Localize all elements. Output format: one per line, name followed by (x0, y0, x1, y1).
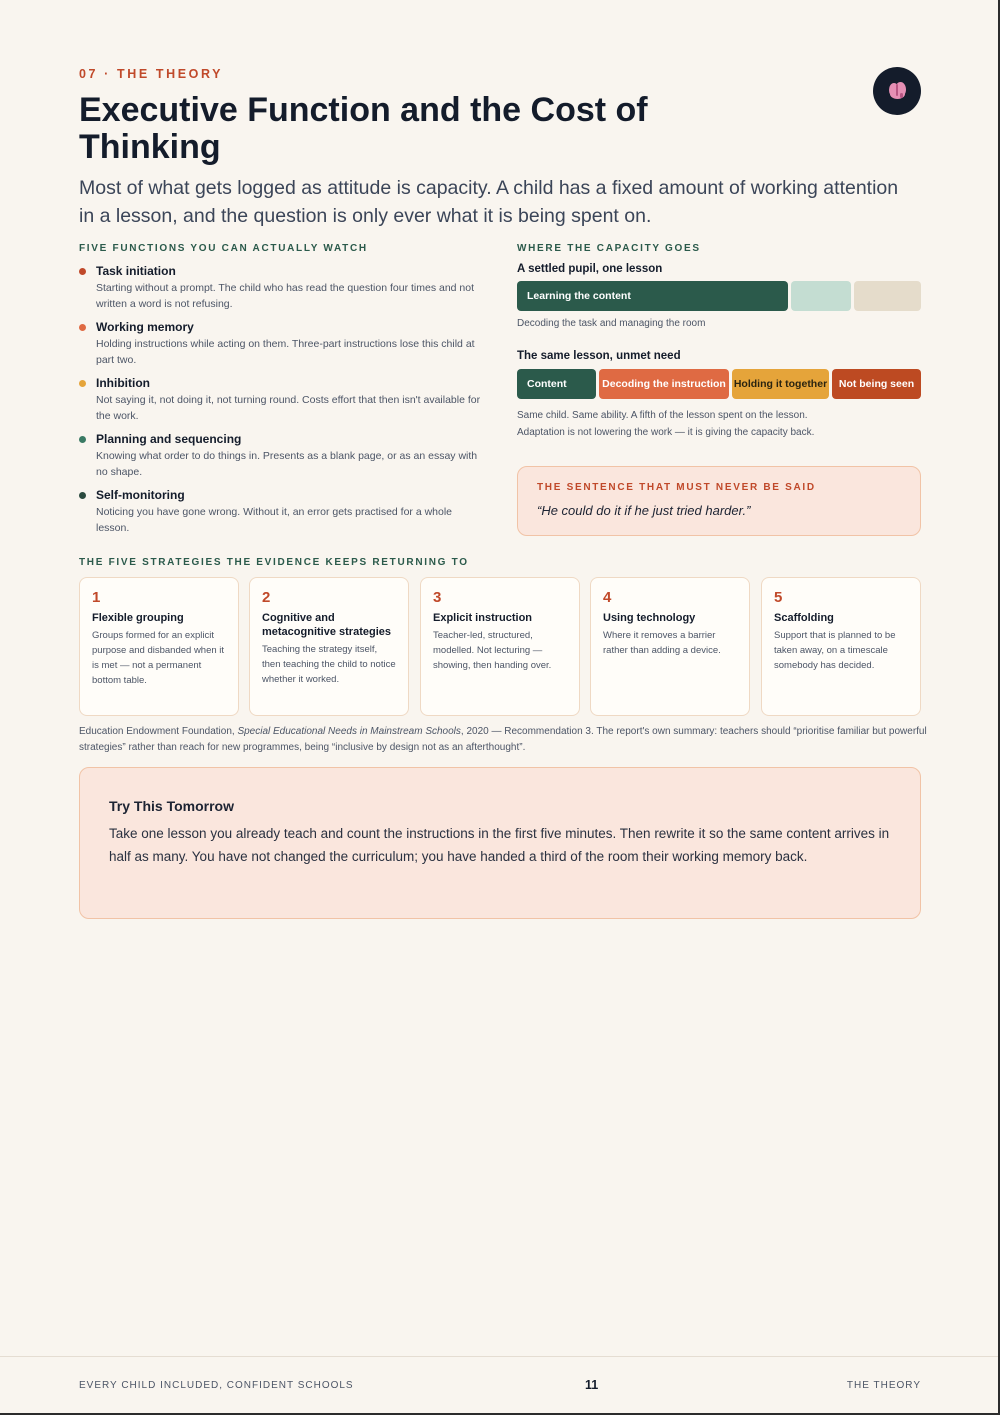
functions-label: FIVE FUNCTIONS YOU CAN ACTUALLY WATCH (79, 243, 368, 254)
try-tomorrow-body: Take one lesson you already teach and count the instructions in the first five minutes. Then rewrite it so the same content arrives in half as many. You have not changed the curriculum; you have handed a third of the room their working memory back. (109, 826, 890, 864)
strategy-desc: Groups formed for an explicit purpose and disbanded when it is met — not a permanent bottom table. (92, 630, 225, 686)
strategy-card (79, 577, 239, 716)
strategy-cards (79, 577, 921, 716)
try-tomorrow-box (79, 767, 921, 919)
strategy-number: 3 (433, 589, 442, 606)
strategy-number: 1 (92, 589, 101, 606)
strategy-title: Flexible grouping (92, 612, 184, 624)
strategy-number: 4 (603, 589, 612, 606)
strategy-title: Using technology (603, 612, 696, 624)
functions-list (79, 264, 479, 544)
strategy-number: 5 (774, 589, 783, 606)
lede-paragraph: Most of what gets logged as attitude is capacity. A child has a fixed amount of working attention in a lesson, and the question is only ever what it is being spent on. (79, 177, 899, 227)
unmet-bar-heading: The same lesson, unmet need (517, 350, 681, 362)
unmet-caption-1: Same child. Same ability. A fifth of the lesson spent on the lesson. (517, 410, 808, 421)
function-item (79, 432, 479, 488)
function-desc: Starting without a prompt. The child who has read the question four times and not written a word is not refusing. (96, 282, 475, 310)
settled-segment: Learning the content (517, 281, 788, 311)
function-item (79, 264, 479, 320)
settled-bar (517, 281, 921, 311)
strategy-title: Scaffolding (774, 612, 834, 624)
try-tomorrow-title: Try This Tomorrow (109, 798, 234, 814)
strategy-desc: Support that is planned to be taken away, on a timescale somebody has decided. (774, 630, 896, 671)
function-name: Planning and sequencing (96, 432, 242, 446)
page-number: 11 (585, 1378, 599, 1392)
function-item (79, 488, 479, 544)
capacity-label: WHERE THE CAPACITY GOES (517, 243, 701, 254)
strategy-card (420, 577, 580, 716)
settled-bar-caption: Decoding the task and managing the room (517, 318, 706, 329)
callout-label: THE SENTENCE THAT MUST NEVER BE SAID (537, 482, 816, 493)
function-name: Task initiation (96, 264, 176, 278)
function-name: Inhibition (96, 376, 150, 390)
unmet-segment: Holding it together (732, 369, 829, 399)
function-desc: Not saying it, not doing it, not turning round. Costs effort that then isn't available for the work. (96, 394, 481, 422)
footer-publication: EVERY CHILD INCLUDED, CONFIDENT SCHOOLS (79, 1380, 354, 1391)
source-text-before: Education Endowment Foundation, (79, 726, 238, 737)
function-name: Self-monitoring (96, 488, 185, 502)
bullet-dot-icon (79, 268, 86, 275)
strategy-card (249, 577, 409, 716)
source-citation (79, 724, 929, 756)
source-report-title: Special Educational Needs in Mainstream Schools (237, 726, 461, 737)
function-desc: Knowing what order to do things in. Presents as a blank page, or as an essay with no shape. (96, 450, 478, 478)
strategy-card (590, 577, 750, 716)
settled-segment (791, 281, 851, 311)
bullet-dot-icon (79, 324, 86, 331)
unmet-segment: Decoding the instruction (599, 369, 729, 399)
strategy-desc: Teaching the strategy itself, then teaching the child to notice whether it worked. (262, 644, 396, 685)
unmet-segment: Content (517, 369, 596, 399)
brain-icon (873, 67, 921, 115)
unmet-bar (517, 369, 921, 399)
source-text-after: , 2020 — Recommendation 3. The report's own summary: teachers should “prioritise familiar but powerful strategies” rather than reach for new programmes, being “inclusive by design not as an afterthought”. (79, 726, 927, 753)
footer-section: THE THEORY (846, 1380, 921, 1391)
function-desc: Noticing you have gone wrong. Without it, an error gets practised for a whole lesson. (96, 506, 453, 534)
section-kicker: 07 · THE THEORY (79, 67, 224, 81)
function-name: Working memory (96, 320, 194, 334)
unmet-segment: Not being seen (832, 369, 921, 399)
function-item (79, 376, 479, 432)
strategies-label: THE FIVE STRATEGIES THE EVIDENCE KEEPS RETURNING TO (79, 557, 469, 568)
bullet-dot-icon (79, 436, 86, 443)
settled-bar-heading: A settled pupil, one lesson (517, 263, 663, 275)
strategy-desc: Where it removes a barrier rather than adding a device. (603, 630, 721, 656)
strategy-card (761, 577, 921, 716)
page-title: Executive Function and the Cost of Thinking (79, 91, 648, 166)
strategy-desc: Teacher-led, structured, modelled. Not lecturing — showing, then handing over. (433, 630, 552, 671)
strategy-number: 2 (262, 589, 271, 606)
strategy-title: Cognitive and metacognitive strategies (262, 612, 391, 638)
bullet-dot-icon (79, 380, 86, 387)
callout-quote: “He could do it if he just tried harder.” (537, 503, 751, 518)
bullet-dot-icon (79, 492, 86, 499)
unmet-caption-2: Adaptation is not lowering the work — it is giving the capacity back. (517, 427, 815, 438)
function-item (79, 320, 479, 376)
function-desc: Holding instructions while acting on them. Three-part instructions lose this child at part two. (96, 338, 475, 366)
footer-divider (0, 1356, 998, 1357)
never-say-callout (517, 466, 921, 536)
strategy-title: Explicit instruction (433, 612, 533, 624)
settled-segment (854, 281, 921, 311)
